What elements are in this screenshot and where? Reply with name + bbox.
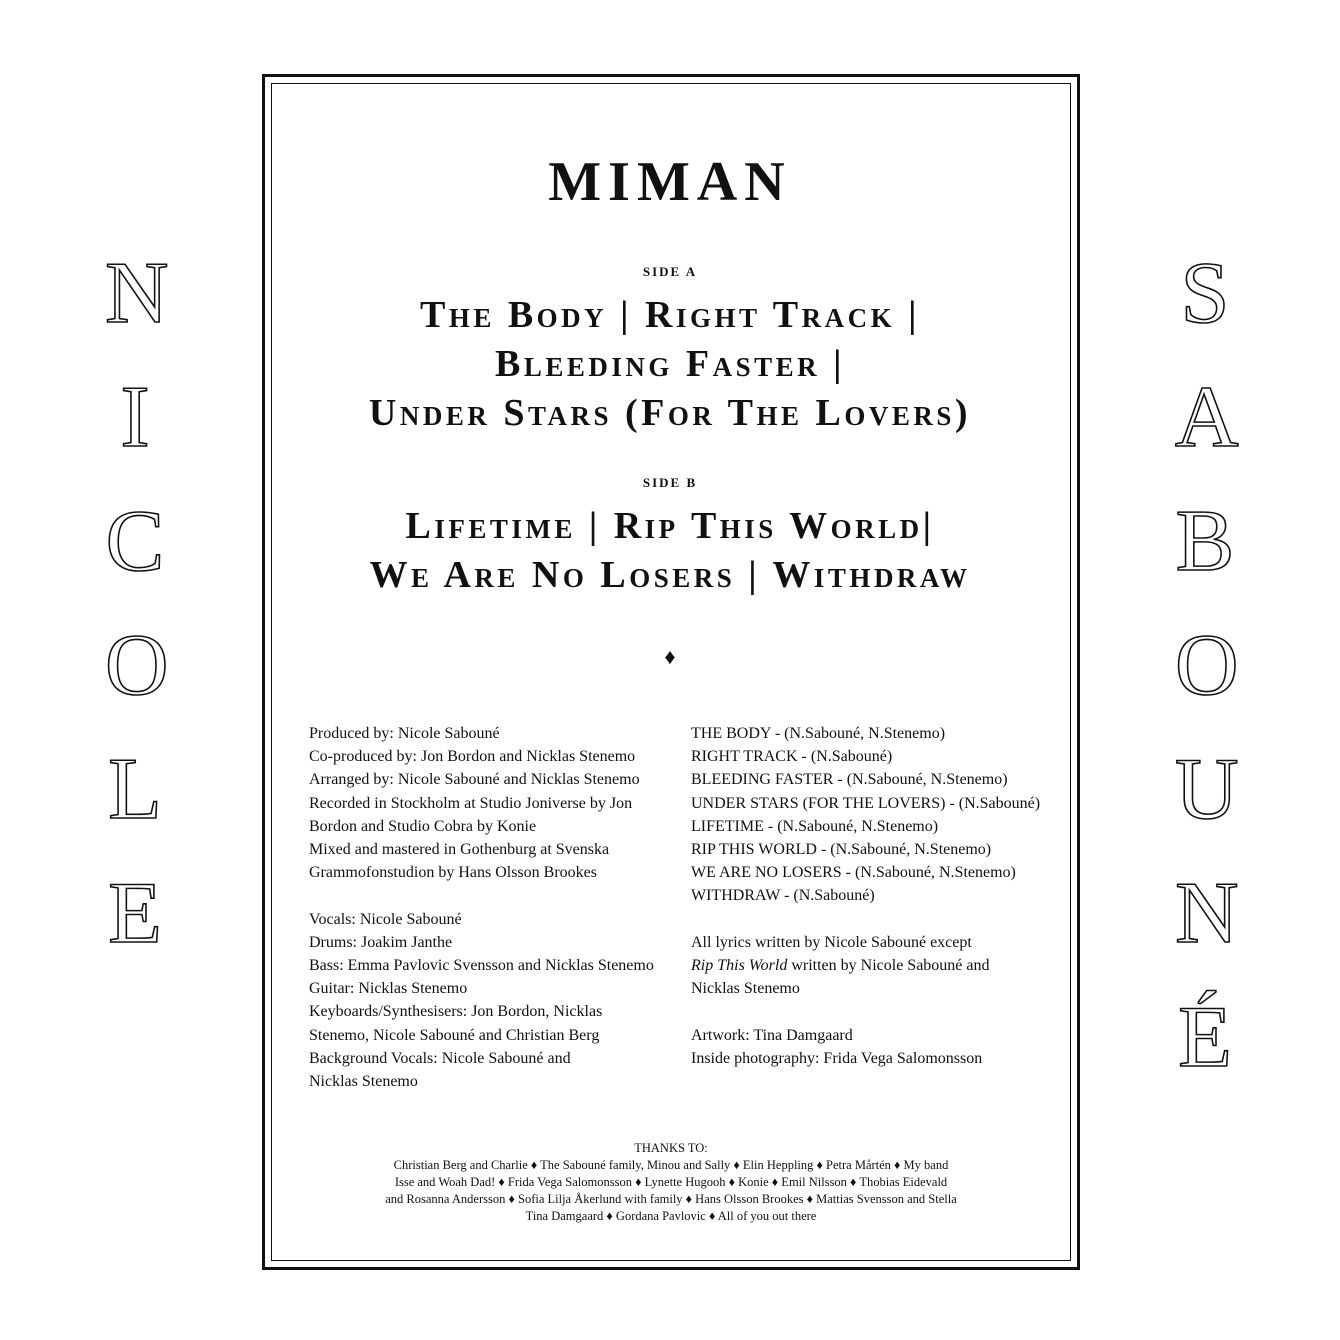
thanks-line: and Rosanna Andersson ♦ Sofia Lilja Åkerlund with family ♦ Hans Olsson Brookes ♦ Mattias Svensson and Stella — [385, 1192, 957, 1206]
lyrics-credit-line: Nicklas Stenemo — [691, 980, 800, 998]
songwriter-credit: UNDER STARS (FOR THE LOVERS) - (N.Sabouné) — [691, 794, 1041, 812]
side-a-label: SIDE A — [642, 264, 698, 279]
side-b-label: SIDE B — [642, 475, 698, 490]
thanks-heading: THANKS TO: — [634, 1141, 708, 1155]
credit-line: Guitar: Nicklas Stenemo — [309, 980, 468, 998]
credit-line: Bordon and Studio Cobra by Konie — [309, 817, 537, 835]
credit-line: Nicklas Stenemo — [309, 1073, 418, 1091]
songwriter-credit: THE BODY - (N.Sabouné, N.Stenemo) — [691, 725, 946, 742]
credit-line: Stenemo, Nicole Sabouné and Christian Berg — [309, 1026, 600, 1044]
thanks-section — [262, 1140, 1080, 1225]
credit-line: Co-produced by: Jon Bordon and Nicklas Stenemo — [309, 748, 636, 766]
album-title: MIMAN — [548, 151, 792, 213]
artist-letter: N — [1175, 865, 1239, 962]
credits-right-column — [691, 722, 1040, 1070]
artist-letter: O — [1175, 617, 1239, 714]
artist-letter: A — [1175, 369, 1239, 466]
tracklist-line: The Body | Right Track | — [419, 294, 921, 336]
artist-letter: L — [108, 741, 162, 838]
songwriter-credit: LIFETIME - (N.Sabouné, N.Stenemo) — [691, 817, 939, 835]
lyrics-credit-line — [691, 954, 1040, 977]
side-b-tracklist — [0, 502, 1340, 600]
credit-line: Vocals: Nicole Sabouné — [309, 910, 462, 928]
songwriter-credit: RIGHT TRACK - (N.Sabouné) — [691, 748, 893, 766]
thanks-line: Tina Damgaard ♦ Gordana Pavlovic ♦ All of you out there — [525, 1209, 817, 1223]
credit-line: Background Vocals: Nicole Sabouné and — [309, 1049, 571, 1067]
credit-line: Drums: Joakim Janthe — [309, 933, 453, 951]
diamond-divider: ♦ — [664, 644, 676, 669]
thanks-line: Christian Berg and Charlie ♦ The Sabouné family, Minou and Sally ♦ Elin Heppling ♦ Petra Mårtén ♦ My band — [393, 1158, 949, 1172]
artist-letter: É — [1178, 989, 1232, 1086]
credit-line: Keyboards/Synthesisers: Jon Bordon, Nicklas — [309, 1003, 603, 1021]
tracklist-line: Bleeding Faster | — [495, 343, 845, 385]
artist-letter: U — [1175, 741, 1239, 838]
songwriter-credit: WITHDRAW - (N.Sabouné) — [691, 887, 875, 905]
credit-line: Produced by: Nicole Sabouné — [309, 725, 500, 742]
credits-left-column — [309, 722, 654, 1093]
credit-line: Arranged by: Nicole Sabouné and Nicklas Stenemo — [309, 771, 640, 789]
songwriter-credit: RIP THIS WORLD - (N.Sabouné, N.Stenemo) — [691, 841, 992, 859]
credit-line: Recorded in Stockholm at Studio Joniverse by Jon — [309, 794, 633, 812]
photography-credit: Inside photography: Frida Vega Salomonsson — [691, 1049, 983, 1067]
credit-line: Mixed and mastered in Gothenburg at Svenska — [309, 841, 610, 859]
tracklist-line: We Are No Losers | Withdraw — [369, 554, 971, 596]
songwriter-credit: BLEEDING FASTER - (N.Sabouné, N.Stenemo) — [691, 771, 1008, 789]
credit-line: Grammofonstudion by Hans Olsson Brookes — [309, 864, 597, 882]
artwork-credit: Artwork: Tina Damgaard — [691, 1026, 853, 1044]
artist-letter: N — [105, 245, 169, 342]
lyrics-credit-rest: written by Nicole Sabouné and — [787, 957, 990, 975]
artist-letter: O — [105, 617, 169, 714]
artist-letter: C — [105, 493, 165, 590]
credit-line: Bass: Emma Pavlovic Svensson and Nicklas Stenemo — [309, 957, 654, 975]
lyrics-song-title: Rip This World — [691, 957, 788, 975]
artist-letter: E — [108, 865, 162, 962]
thanks-line: Isse and Woah Dad! ♦ Frida Vega Salomonsson ♦ Lynette Hugooh ♦ Konie ♦ Emil Nilsson ♦ Thobias Eidevald — [394, 1175, 948, 1189]
side-a-tracklist — [0, 291, 1340, 438]
artist-letter: S — [1180, 245, 1230, 342]
tracklist-line: Lifetime | Rip This World| — [405, 505, 935, 547]
lyrics-credit-line: All lyrics written by Nicole Sabouné except — [691, 933, 972, 951]
tracklist-line: Under Stars (For The Lovers) — [368, 392, 972, 434]
artist-letter: I — [120, 369, 150, 466]
songwriter-credit: WE ARE NO LOSERS - (N.Sabouné, N.Stenemo) — [691, 864, 1016, 882]
artist-letter: B — [1175, 493, 1235, 590]
